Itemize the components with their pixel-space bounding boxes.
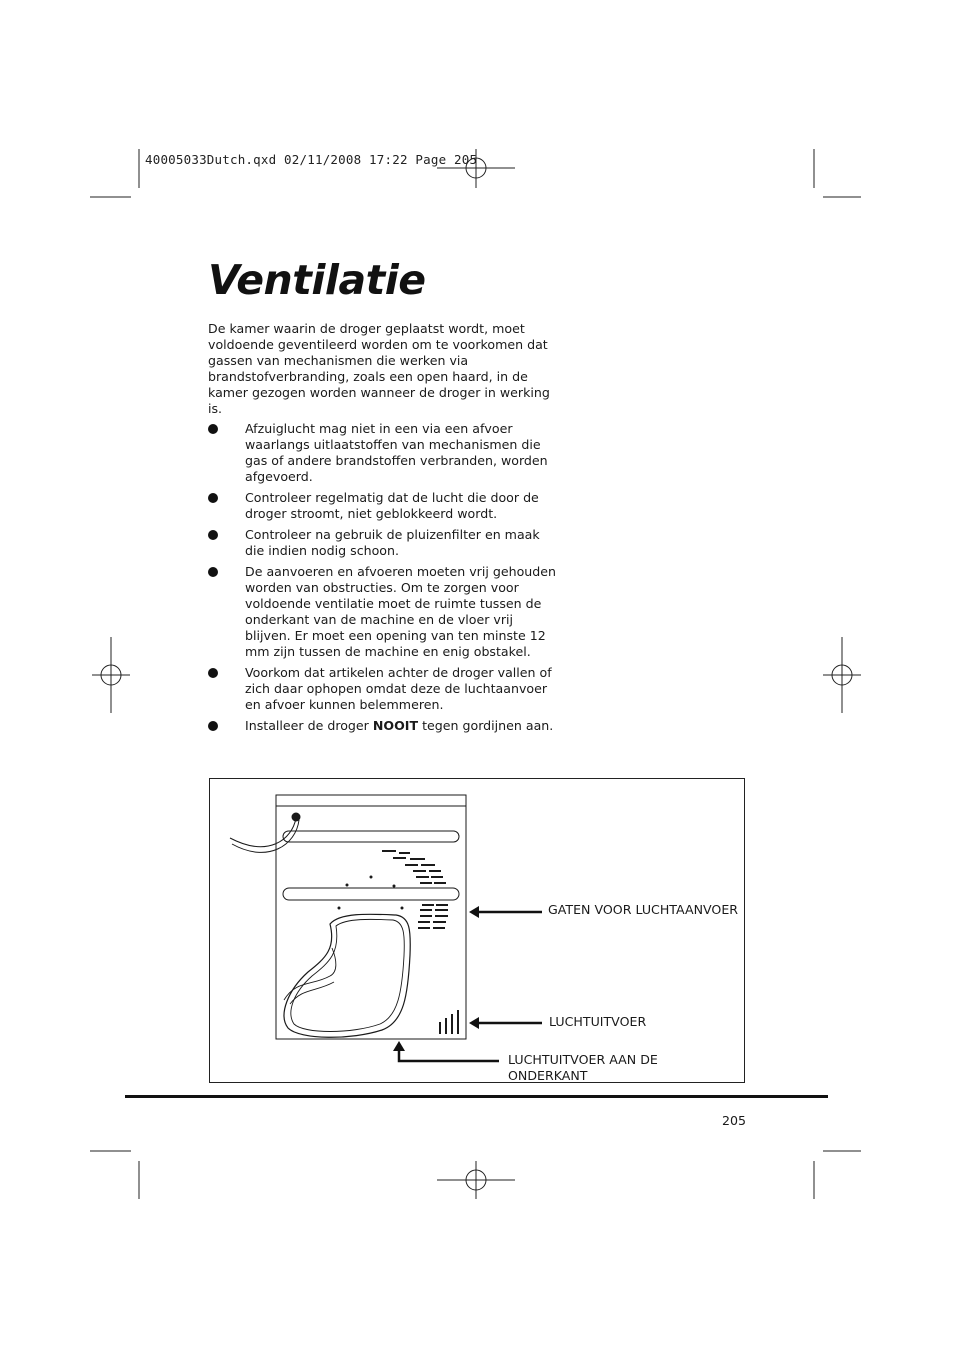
print-slug: 40005033Dutch.qxd 02/11/2008 17:22 Page 205: [145, 152, 478, 167]
air-outlet-bars: [440, 1010, 458, 1034]
label-air-outlet: LUCHTUITVOER: [549, 1014, 647, 1029]
emphasis-never: NOOIT: [372, 718, 419, 733]
label-bottom-outlet: LUCHTUITVOER AAN DE ONDERKANT: [508, 1052, 658, 1083]
page-title: Ventilatie: [208, 256, 426, 304]
vent-slots-upper: [382, 851, 446, 883]
air-intake-holes: [418, 905, 448, 928]
page-number: 205: [722, 1113, 747, 1128]
list-item: Controleer na gebruik de pluizenfilter en maak die indien nodig schoon.: [208, 527, 558, 559]
control-band-lower: [283, 888, 459, 900]
list-item: Installeer de droger NOOIT tegen gordijnen aan.: [208, 718, 558, 734]
arrow-bottom-outlet: [399, 1050, 499, 1061]
intro-paragraph: De kamer waarin de droger geplaatst wordt, moet voldoende geventileerd worden om te voorkomen dat gassen van mechanismen die werken via brandstofverbranding, zoals een open haard, in de kamer gezogen worden wanneer de droger in werking is.: [208, 321, 550, 416]
list-item: Afzuiglucht mag niet in een via een afvoer waarlangs uitlaatstoffen van mechanismen die gas of andere brandstoffen verbranden, worden afgevoerd.: [208, 421, 558, 485]
label-air-intake: GATEN VOOR LUCHTAANVOER: [548, 902, 739, 917]
control-band-upper: [283, 831, 459, 842]
list-item: Voorkom dat artikelen achter de droger vallen of zich daar ophopen omdat deze de luchtaanvoer en afvoer kunnen belemmeren.: [208, 665, 558, 713]
list-item: De aanvoeren en afvoeren moeten vrij gehouden worden van obstructies. Om te zorgen voor voldoende ventilatie moet de ruimte tussen de onderkant van de machine en de vloer vrij blijven. Er moet een opening van ten minste 12 mm zijn tussen de machine en enig obstakel.: [208, 564, 558, 660]
footer-rule: [125, 1095, 828, 1098]
exhaust-hose-connector: [292, 813, 300, 821]
list-item: Controleer regelmatig dat de lucht die door de droger stroomt, niet geblokkeerd wordt.: [208, 490, 558, 522]
